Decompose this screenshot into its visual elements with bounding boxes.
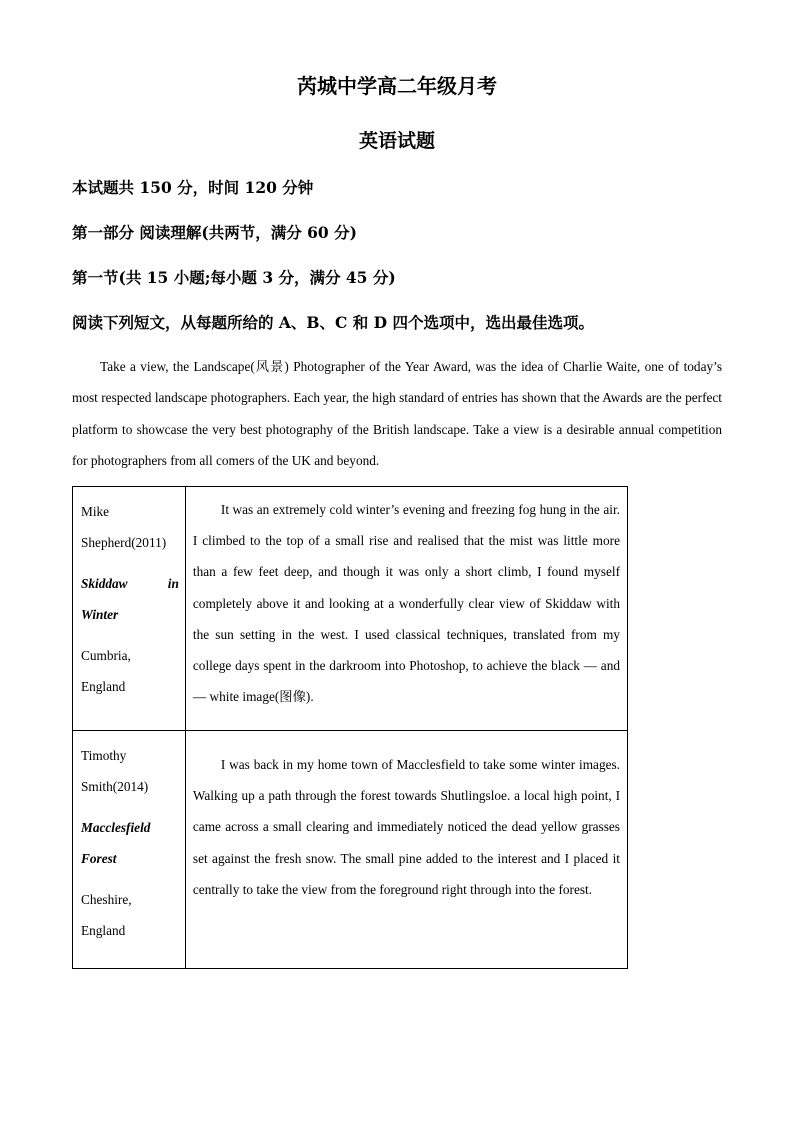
exam-score-time: 本试题共 150 分，时间 120 分钟 xyxy=(72,178,314,197)
entries-table xyxy=(72,486,628,969)
photo-title xyxy=(81,568,179,599)
school-title: 芮城中学高二年级月考 xyxy=(297,74,497,98)
subject-title: 英语试题 xyxy=(358,130,435,152)
entry-meta-cell xyxy=(73,487,186,731)
entry-meta-cell xyxy=(73,731,186,969)
photo-title-line2: Forest xyxy=(81,851,117,866)
entry-description: It was an extremely cold winter’s evening and freezing fog hung in the air. I climbed to the top of a small rise and realised that the mist was little more than a few feet deep, and though it was only a short climb, I found myself completely above it and looking at a wonderfully clear view of Skiddaw with the sun setting in the west. I used classical techniques, translated from my college days spent in the darkroom into Photoshop, to achieve the black — and — white image(图像). xyxy=(192,502,620,705)
entry-description: I was back in my home town of Macclesfield to take some winter images. Walking up a path through the forest towards Shutlingsloe. a local high point, I came across a small clearing and immediately noticed the dead yellow grasses set against the fresh snow. The small pine added to the interest and I placed it centrally to take the view from the foreground right through into the forest. xyxy=(192,757,620,897)
photographer-name: Mike xyxy=(81,504,110,519)
photo-title-line2: Winter xyxy=(81,607,119,622)
photo-title-word: Skiddaw xyxy=(81,576,128,591)
table-row xyxy=(73,487,628,731)
entry-description-cell xyxy=(185,487,627,731)
section-one-heading: 第一节(共 15 小题;每小题 3 分，满分 45 分) xyxy=(72,268,396,287)
photographer-name-year: Smith(2014) xyxy=(81,779,149,794)
photo-location: Cheshire, xyxy=(81,892,132,907)
photo-country: England xyxy=(81,923,126,938)
photographer-name: Timothy xyxy=(81,748,127,763)
table-row xyxy=(73,731,628,969)
photo-title: Macclesfield xyxy=(81,820,151,835)
part-one-heading: 第一部分 阅读理解(共两节，满分 60 分) xyxy=(72,223,357,242)
entry-description-cell xyxy=(185,731,627,969)
photo-title-word: in xyxy=(167,576,179,591)
photo-country: England xyxy=(81,679,126,694)
passage-intro: Take a view, the Landscape(风景) Photographer of the Year Award, was the idea of Charlie Waite, one of today’s most respected landscape photographers. Each year, the high standard of entries has shown that the Awards are the perfect platform to showcase the very best photography of the British landscape. Take a view is a desirable annual competition for photographers from all comers of the UK and beyond. xyxy=(72,359,722,468)
photo-location: Cumbria, xyxy=(81,648,131,663)
instructions: 阅读下列短文，从每题所给的 A、B、C 和 D 四个选项中，选出最佳选项。 xyxy=(72,313,594,332)
photographer-name-year: Shepherd(2011) xyxy=(81,535,167,550)
